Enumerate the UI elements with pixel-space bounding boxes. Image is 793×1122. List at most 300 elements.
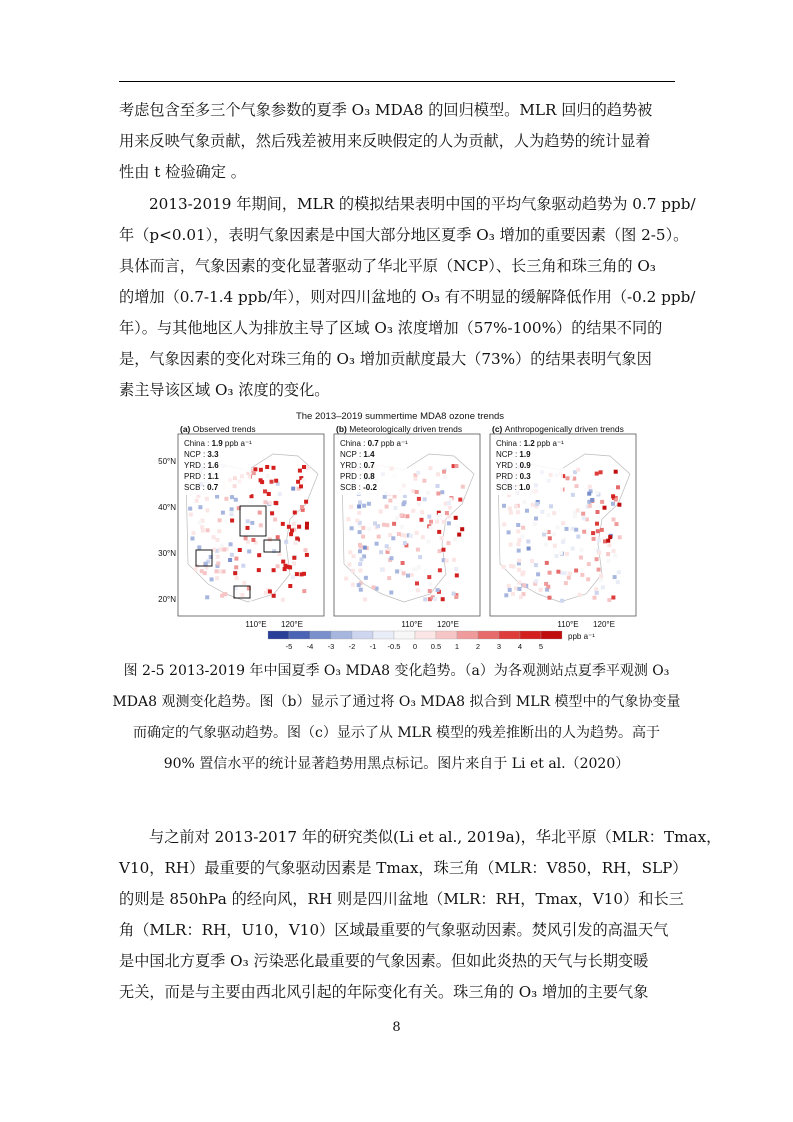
- colorbar-tick-label: -3: [327, 642, 335, 651]
- caption-line: 90% 置信水平的统计显著趋势用黑点标记。图片来自于 Li et al.（2020）: [163, 756, 630, 772]
- text-line: 是中国北方夏季 O₃ 污染恶化最重要的气象因素。但如此炎热的天气与长期变暖: [119, 952, 649, 970]
- station-mark: [358, 549, 362, 553]
- station-mark: [595, 522, 599, 526]
- station-mark: [520, 535, 524, 539]
- station-mark: [273, 518, 277, 522]
- station-mark: [555, 554, 559, 558]
- station-mark: [607, 543, 611, 547]
- station-mark: [574, 569, 578, 573]
- station-mark: [420, 518, 424, 522]
- stat-label: SCB : 1.0: [496, 483, 531, 492]
- station-mark: [394, 506, 398, 510]
- lon-tick-label: 120°E: [437, 620, 459, 629]
- map-panel: [178, 424, 324, 629]
- station-mark: [215, 495, 219, 499]
- panel-title: (c) Anthropogenically driven trends: [492, 424, 624, 434]
- station-mark: [580, 548, 584, 552]
- station-mark: [270, 480, 274, 484]
- station-mark: [222, 548, 226, 552]
- station-mark: [302, 478, 306, 482]
- station-mark: [204, 562, 208, 566]
- station-mark: [405, 514, 409, 518]
- station-mark: [403, 534, 407, 538]
- station-mark: [197, 545, 201, 549]
- station-mark: [593, 596, 597, 600]
- lon-tick-label: 110°E: [557, 620, 579, 629]
- station-mark: [415, 490, 419, 494]
- colorbar-swatch: [499, 631, 520, 639]
- station-mark: [380, 568, 384, 572]
- station-mark: [514, 505, 518, 509]
- text-line: 是，气象因素的变化对珠三角的 O₃ 增加贡献度最大（73%）的结果表明气象因: [119, 350, 652, 368]
- station-mark: [553, 544, 557, 548]
- station-mark: [198, 505, 202, 509]
- station-mark: [265, 465, 269, 469]
- station-mark: [559, 551, 563, 555]
- station-mark: [588, 504, 592, 508]
- station-mark: [420, 510, 424, 514]
- station-mark: [595, 591, 599, 595]
- station-mark: [560, 599, 564, 603]
- colorbar-swatch: [310, 631, 331, 639]
- text-line: 用来反映气象贡献，然后残差被用来反映假定的人为贡献，人为趋势的统计显着: [119, 132, 651, 150]
- station-mark: [535, 502, 539, 506]
- station-mark: [348, 550, 352, 554]
- station-mark: [426, 491, 430, 495]
- station-mark: [567, 576, 571, 580]
- station-mark: [435, 520, 439, 524]
- station-mark: [373, 521, 377, 525]
- station-mark: [556, 570, 560, 574]
- station-mark: [304, 500, 308, 504]
- station-mark: [263, 489, 267, 493]
- colorbar-swatch: [394, 631, 415, 639]
- station-mark: [403, 541, 407, 545]
- station-mark: [517, 581, 521, 585]
- paragraph-2: [119, 189, 696, 406]
- station-mark: [571, 547, 575, 551]
- station-mark: [291, 575, 295, 579]
- map-panel: [334, 424, 480, 629]
- station-mark: [221, 511, 225, 515]
- station-mark: [509, 511, 513, 515]
- station-mark: [536, 572, 540, 576]
- station-mark: [305, 522, 309, 526]
- station-mark: [215, 569, 219, 573]
- station-mark: [229, 542, 233, 546]
- station-mark: [617, 570, 621, 574]
- station-mark: [517, 549, 521, 553]
- station-mark: [561, 521, 565, 525]
- text-line: 素主导该区域 O₃ 浓度的变化。: [119, 381, 330, 399]
- station-mark: [358, 569, 362, 573]
- station-mark: [566, 476, 570, 480]
- station-mark: [533, 522, 537, 526]
- station-mark: [358, 562, 362, 566]
- station-mark: [440, 490, 444, 494]
- station-mark: [522, 583, 526, 587]
- station-mark: [292, 522, 296, 526]
- station-mark: [194, 568, 198, 572]
- station-mark: [289, 532, 293, 536]
- colorbar-swatch: [541, 631, 562, 639]
- station-mark: [205, 497, 209, 501]
- station-mark: [296, 480, 300, 484]
- station-mark: [281, 598, 285, 602]
- colorbar-swatch: [352, 631, 373, 639]
- station-mark: [206, 528, 210, 532]
- station-mark: [607, 598, 611, 602]
- station-mark: [224, 497, 228, 501]
- station-mark: [544, 529, 548, 533]
- station-mark: [216, 562, 220, 566]
- station-mark: [397, 532, 401, 536]
- station-mark: [544, 582, 548, 586]
- station-mark: [429, 520, 433, 524]
- panel-title: (a) Observed trends: [180, 424, 256, 434]
- lat-tick-label: 20°N: [158, 595, 176, 604]
- colorbar-swatch: [331, 631, 352, 639]
- colorbar-swatch: [268, 631, 289, 639]
- station-mark: [276, 564, 280, 568]
- station-mark: [600, 500, 604, 504]
- station-mark: [411, 489, 415, 493]
- stat-label: SCB : -0.2: [340, 483, 377, 492]
- station-mark: [596, 529, 600, 533]
- station-mark: [385, 544, 389, 548]
- station-mark: [599, 574, 603, 578]
- station-mark: [274, 479, 278, 483]
- station-mark: [212, 535, 216, 539]
- station-mark: [276, 535, 280, 539]
- station-mark: [188, 507, 192, 511]
- station-mark: [549, 504, 553, 508]
- station-mark: [382, 523, 386, 527]
- colorbar-swatch: [436, 631, 457, 639]
- station-mark: [359, 545, 363, 549]
- station-mark: [573, 514, 577, 518]
- station-mark: [565, 527, 569, 531]
- station-mark: [592, 537, 596, 541]
- station-mark: [509, 543, 513, 547]
- station-mark: [293, 511, 297, 515]
- station-mark: [218, 518, 222, 522]
- station-mark: [438, 513, 442, 517]
- station-mark: [575, 484, 579, 488]
- station-mark: [427, 575, 431, 579]
- text-line: 年）。与其他地区人为排放主导了区域 O₃ 浓度增加（57%-100%）的结果不同的: [119, 319, 663, 337]
- station-mark: [454, 567, 458, 571]
- station-mark: [521, 572, 525, 576]
- station-mark: [423, 497, 427, 501]
- station-mark: [429, 582, 433, 586]
- station-mark: [363, 546, 367, 550]
- station-mark: [300, 505, 304, 509]
- station-mark: [596, 510, 600, 514]
- station-mark: [281, 560, 285, 564]
- station-mark: [586, 577, 590, 581]
- station-mark: [442, 470, 446, 474]
- station-mark: [259, 468, 263, 472]
- colorbar-tick-label: -1: [369, 642, 377, 651]
- text-line: 的增加（0.7-1.4 ppb/年），则对四川盆地的 O₃ 有不明显的缓解降低作用（-0.2 ppb/: [119, 288, 696, 306]
- station-mark: [618, 535, 622, 539]
- text-line: 年（p<0.01），表明气象因素是中国大部分地区夏季 O₃ 增加的重要因素（图 2-5）。: [119, 226, 689, 244]
- station-mark: [272, 568, 276, 572]
- station-mark: [440, 536, 444, 540]
- station-mark: [347, 563, 351, 567]
- figure-caption: [100, 656, 693, 780]
- text-line: V10，RH）最重要的气象驱动因素是 Tmax，珠三角（MLR：V850，RH，SLP）: [119, 859, 688, 877]
- station-mark: [220, 544, 224, 548]
- station-mark: [597, 538, 601, 542]
- station-mark: [400, 525, 404, 529]
- station-mark: [436, 588, 440, 592]
- station-mark: [527, 547, 531, 551]
- station-mark: [595, 557, 599, 561]
- station-mark: [606, 552, 610, 556]
- station-mark: [617, 503, 621, 507]
- station-mark: [212, 548, 216, 552]
- station-mark: [358, 500, 362, 504]
- station-mark: [417, 497, 421, 501]
- station-mark: [454, 464, 458, 468]
- station-mark: [355, 519, 359, 523]
- station-mark: [441, 597, 445, 601]
- station-mark: [191, 537, 195, 541]
- station-mark: [453, 537, 457, 541]
- station-mark: [606, 539, 610, 543]
- station-mark: [429, 526, 433, 530]
- stat-label: PRD : 0.8: [340, 472, 375, 481]
- station-mark: [539, 588, 543, 592]
- station-mark: [449, 497, 453, 501]
- station-mark: [362, 504, 366, 508]
- station-mark: [240, 593, 244, 597]
- station-mark: [344, 577, 348, 581]
- station-mark: [241, 564, 245, 568]
- station-mark: [522, 500, 526, 504]
- station-mark: [542, 533, 546, 537]
- station-mark: [357, 511, 361, 515]
- station-mark: [516, 529, 520, 533]
- station-mark: [436, 472, 440, 476]
- colorbar-tick-label: 3: [496, 642, 502, 651]
- lon-tick-label: 110°E: [401, 620, 423, 629]
- stat-label: China : 0.7 ppb a⁻¹: [340, 439, 408, 448]
- station-mark: [205, 595, 209, 599]
- lon-tick-label: 110°E: [245, 620, 267, 629]
- station-mark: [544, 542, 548, 546]
- station-mark: [191, 531, 195, 535]
- station-mark: [346, 517, 350, 521]
- station-mark: [576, 468, 580, 472]
- station-mark: [290, 529, 294, 533]
- station-mark: [571, 493, 575, 497]
- station-mark: [454, 516, 458, 520]
- station-mark: [502, 522, 506, 526]
- station-mark: [388, 499, 392, 503]
- station-mark: [292, 556, 296, 560]
- station-mark: [615, 522, 619, 526]
- page-number: 8: [392, 1020, 401, 1035]
- colorbar-swatch: [457, 631, 478, 639]
- station-mark: [390, 556, 394, 560]
- station-mark: [613, 575, 617, 579]
- station-mark: [302, 572, 306, 576]
- station-mark: [579, 556, 583, 560]
- station-mark: [548, 536, 552, 540]
- station-mark: [242, 581, 246, 585]
- colorbar-tick-label: -5: [285, 642, 293, 651]
- station-mark: [379, 510, 383, 514]
- station-mark: [302, 465, 306, 469]
- station-mark: [565, 552, 569, 556]
- station-mark: [552, 511, 556, 515]
- station-mark: [415, 581, 419, 585]
- station-mark: [504, 593, 508, 597]
- station-mark: [417, 565, 421, 569]
- station-mark: [438, 568, 442, 572]
- paragraph-3: [119, 822, 722, 1008]
- station-mark: [516, 523, 520, 527]
- station-mark: [599, 470, 603, 474]
- station-mark: [508, 507, 512, 511]
- station-mark: [611, 502, 615, 506]
- station-mark: [612, 518, 616, 522]
- station-mark: [519, 595, 523, 599]
- header-rule: [119, 81, 675, 82]
- station-mark: [509, 564, 513, 568]
- station-mark: [417, 502, 421, 506]
- caption-line: 图 2-5 2013-2019 年中国夏季 O₃ MDA8 变化趋势。（a）为各观测站点夏季平观测 O₃: [123, 663, 670, 679]
- station-mark: [230, 507, 234, 511]
- station-mark: [531, 503, 535, 507]
- text-line: 的则是 850hPa 的经向风，RH 则是四川盆地（MLR：RH，Tmax，V10）和长三: [119, 890, 684, 908]
- stat-label: NCP : 1.9: [496, 450, 531, 459]
- station-mark: [195, 499, 199, 503]
- station-mark: [400, 513, 404, 517]
- station-mark: [268, 590, 272, 594]
- colorbar-tick-label: 5: [538, 642, 544, 651]
- station-mark: [263, 500, 267, 504]
- station-mark: [460, 527, 464, 531]
- station-mark: [576, 535, 580, 539]
- station-mark: [215, 576, 219, 580]
- station-mark: [379, 550, 383, 554]
- text-line: 角（MLR：RH，U10，V10）区域最重要的气象驱动因素。焚风引发的高温天气: [119, 921, 669, 939]
- station-mark: [525, 509, 529, 513]
- station-mark: [253, 467, 257, 471]
- station-mark: [267, 492, 271, 496]
- stat-label: NCP : 3.3: [184, 450, 219, 459]
- station-mark: [597, 551, 601, 555]
- station-mark: [270, 511, 274, 515]
- station-mark: [561, 540, 565, 544]
- station-mark: [442, 520, 446, 524]
- station-mark: [230, 519, 234, 523]
- station-mark: [367, 527, 371, 531]
- station-mark: [401, 561, 405, 565]
- station-mark: [582, 530, 586, 534]
- station-mark: [418, 555, 422, 559]
- stat-label: China : 1.2 ppb a⁻¹: [496, 439, 564, 448]
- station-mark: [447, 521, 451, 525]
- colorbar-unit: ppb a⁻¹: [568, 632, 595, 641]
- station-mark: [594, 587, 598, 591]
- station-mark: [391, 536, 395, 540]
- caption-line: 而确定的气象驱动趋势。图（c）显示了从 MLR 模型的残差推断出的人为趋势。高于: [133, 725, 660, 741]
- station-mark: [601, 585, 605, 589]
- station-mark: [599, 577, 603, 581]
- station-mark: [517, 538, 521, 542]
- station-mark: [452, 558, 456, 562]
- lon-tick-label: 120°E: [593, 620, 615, 629]
- lat-tick-label: 50°N: [158, 457, 176, 466]
- map-panel: [490, 424, 636, 629]
- station-mark: [272, 594, 276, 598]
- station-mark: [614, 470, 618, 474]
- station-mark: [502, 565, 506, 569]
- colorbar-swatch: [478, 631, 499, 639]
- text-line: 性由 t 检验确定 。: [119, 163, 246, 181]
- station-mark: [238, 548, 242, 552]
- station-mark: [442, 548, 446, 552]
- station-mark: [360, 557, 364, 561]
- station-mark: [597, 568, 601, 572]
- colorbar-tick-label: -4: [306, 642, 314, 651]
- text-line: 与之前对 2013-2017 年的研究类似(Li et al., 2019a)，华北平原（MLR：Tmax，: [149, 828, 722, 846]
- station-mark: [427, 540, 431, 544]
- station-mark: [234, 498, 238, 502]
- station-mark: [389, 591, 393, 595]
- station-mark: [361, 526, 365, 530]
- station-mark: [363, 597, 367, 601]
- station-mark: [235, 576, 239, 580]
- station-mark: [250, 521, 254, 525]
- station-mark: [616, 485, 620, 489]
- station-mark: [416, 588, 420, 592]
- stat-label: SCB : 0.7: [184, 483, 219, 492]
- station-mark: [447, 541, 451, 545]
- station-mark: [611, 596, 615, 600]
- station-mark: [406, 574, 410, 578]
- station-mark: [548, 571, 552, 575]
- station-mark: [534, 579, 538, 583]
- station-mark: [611, 494, 615, 498]
- station-mark: [428, 466, 432, 470]
- station-mark: [268, 537, 272, 541]
- station-mark: [443, 475, 447, 479]
- station-mark: [608, 535, 612, 539]
- station-mark: [502, 504, 506, 508]
- station-mark: [508, 588, 512, 592]
- station-mark: [402, 571, 406, 575]
- stat-label: PRD : 1.1: [184, 472, 219, 481]
- station-mark: [455, 573, 459, 577]
- station-mark: [445, 511, 449, 515]
- station-mark: [234, 565, 238, 569]
- station-mark: [548, 596, 552, 600]
- station-mark: [582, 516, 586, 520]
- station-mark: [264, 591, 268, 595]
- text-line: 考虑包含至多三个气象参数的夏季 O₃ MDA8 的回归模型。MLR 回归的趋势被: [119, 101, 653, 119]
- station-mark: [251, 538, 255, 542]
- figure-2-5: [160, 407, 640, 653]
- station-mark: [507, 530, 511, 534]
- station-mark: [616, 580, 620, 584]
- colorbar-tick-label: -2: [348, 642, 356, 651]
